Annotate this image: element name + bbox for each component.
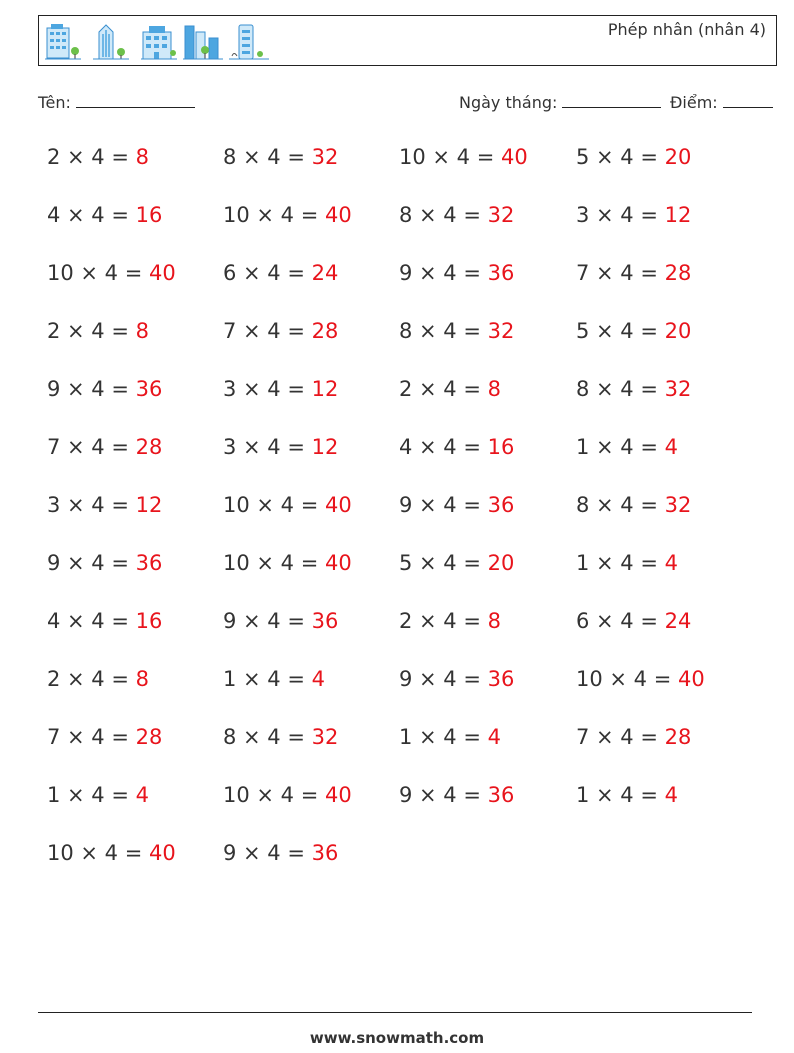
problem-answer: 28 [664,261,692,285]
problem-answer: 32 [487,319,515,343]
problem-question: 9 × 4 = [399,493,481,517]
problem-answer: 8 [135,667,150,691]
problem-item [399,145,528,169]
problem-answer: 40 [149,841,176,865]
problem-answer: 8 [135,319,150,343]
problem-answer: 24 [664,609,692,633]
problem-answer: 28 [664,725,692,749]
problem-answer: 8 [487,377,502,401]
problem-question: 5 × 4 = [576,145,658,169]
problem-question: 8 × 4 = [399,319,481,343]
problem-answer: 32 [487,203,515,227]
problem-answer: 40 [325,203,352,227]
problem-question: 8 × 4 = [223,725,305,749]
problem-item [399,783,514,807]
problem-question: 1 × 4 = [576,551,658,575]
problem-question: 1 × 4 = [576,783,658,807]
problem-item [399,435,514,459]
problem-answer: 4 [487,725,502,749]
problem-question: 10 × 4 = [223,493,319,517]
problem-item [47,725,162,749]
problem-question: 10 × 4 = [576,667,672,691]
problem-answer: 4 [311,667,326,691]
problem-question: 9 × 4 = [399,783,481,807]
problem-item [47,551,162,575]
name-label: Tên: [38,93,71,112]
problem-answer: 4 [664,783,679,807]
problem-answer: 40 [325,493,352,517]
problem-answer: 36 [135,377,163,401]
problem-question: 2 × 4 = [399,377,481,401]
skyscrapers-tree-icon [183,22,223,62]
problem-answer: 12 [135,493,163,517]
problem-item [576,435,678,459]
problem-item [223,725,338,749]
problem-answer: 4 [664,551,679,575]
problem-question: 9 × 4 = [223,841,305,865]
problem-question: 1 × 4 = [47,783,129,807]
problem-item [223,145,338,169]
problem-answer: 12 [664,203,692,227]
problem-answer: 40 [678,667,705,691]
problem-answer: 24 [311,261,339,285]
problem-answer: 8 [487,609,502,633]
problem-question: 2 × 4 = [47,667,129,691]
problem-answer: 28 [311,319,339,343]
header-box [38,15,777,66]
problem-item [47,145,149,169]
problem-item [223,377,338,401]
problem-question: 10 × 4 = [223,551,319,575]
tower-cat-tree-icon [229,22,269,62]
problem-question: 9 × 4 = [47,551,129,575]
problem-item [576,725,691,749]
problem-item [399,551,514,575]
problem-item [47,667,149,691]
problem-question: 3 × 4 = [47,493,129,517]
footer-divider [38,1012,752,1013]
problem-item [47,377,162,401]
problem-item [576,261,691,285]
problem-question: 10 × 4 = [47,261,143,285]
problem-question: 10 × 4 = [47,841,143,865]
problem-question: 9 × 4 = [399,667,481,691]
problem-answer: 4 [135,783,150,807]
problem-answer: 28 [135,435,163,459]
name-blank[interactable] [76,93,195,108]
date-label: Ngày tháng: [459,93,558,112]
problem-item [223,203,352,227]
problem-answer: 40 [325,551,352,575]
tower-tree-icon [93,22,129,62]
name-field [38,93,195,112]
problem-question: 3 × 4 = [576,203,658,227]
problem-answer: 8 [135,145,150,169]
problem-question: 4 × 4 = [47,609,129,633]
problem-item [47,319,149,343]
problem-answer: 36 [487,667,515,691]
problem-answer: 40 [325,783,352,807]
problem-answer: 32 [311,725,339,749]
problem-item [576,551,678,575]
problem-question: 3 × 4 = [223,435,305,459]
problem-item [223,667,325,691]
problem-item [399,667,514,691]
score-label: Điểm: [670,93,718,112]
problem-question: 1 × 4 = [223,667,305,691]
score-field [670,93,773,112]
problem-item [223,783,352,807]
problem-answer: 20 [664,145,692,169]
problem-item [223,319,338,343]
problem-item [399,725,501,749]
problem-answer: 20 [664,319,692,343]
problem-item [47,783,149,807]
problem-question: 7 × 4 = [576,725,658,749]
problem-item [576,667,705,691]
problem-answer: 16 [487,435,515,459]
problem-question: 6 × 4 = [576,609,658,633]
problem-question: 8 × 4 = [223,145,305,169]
problem-item [47,841,176,865]
problem-item [576,319,691,343]
problem-question: 7 × 4 = [47,725,129,749]
building-tree-icon [45,22,81,62]
date-field [459,93,661,112]
problem-question: 4 × 4 = [399,435,481,459]
worksheet-title: Phép nhân (nhân 4) [607,20,766,39]
problem-item [576,377,691,401]
problem-item [576,783,678,807]
problem-answer: 40 [149,261,176,285]
problem-answer: 36 [487,783,515,807]
problem-question: 9 × 4 = [47,377,129,401]
problem-item [399,609,501,633]
problem-answer: 40 [501,145,528,169]
problem-question: 1 × 4 = [399,725,481,749]
problem-answer: 36 [135,551,163,575]
problem-item [223,841,338,865]
date-blank[interactable] [562,93,661,108]
problem-question: 10 × 4 = [223,203,319,227]
problem-question: 5 × 4 = [576,319,658,343]
problem-question: 2 × 4 = [47,145,129,169]
problem-answer: 28 [135,725,163,749]
problem-item [223,609,338,633]
problem-answer: 12 [311,377,339,401]
problem-question: 8 × 4 = [576,377,658,401]
problem-question: 6 × 4 = [223,261,305,285]
problem-question: 8 × 4 = [576,493,658,517]
problem-item [399,377,501,401]
problem-question: 9 × 4 = [399,261,481,285]
problem-question: 8 × 4 = [399,203,481,227]
problem-item [399,493,514,517]
problem-question: 9 × 4 = [223,609,305,633]
problem-question: 7 × 4 = [576,261,658,285]
problem-item [576,145,691,169]
problem-item [223,435,338,459]
problem-question: 10 × 4 = [399,145,495,169]
problem-question: 4 × 4 = [47,203,129,227]
problem-answer: 32 [311,145,339,169]
problem-answer: 16 [135,203,163,227]
problem-item [223,261,338,285]
problem-item [576,609,691,633]
problem-answer: 32 [664,493,692,517]
problem-item [223,551,352,575]
problem-question: 2 × 4 = [399,609,481,633]
problem-question: 1 × 4 = [576,435,658,459]
problem-item [399,319,514,343]
problem-item [399,203,514,227]
problem-answer: 36 [487,493,515,517]
problem-question: 7 × 4 = [47,435,129,459]
footer-website: www.snowmath.com [309,1029,485,1047]
problem-item [223,493,352,517]
problem-item [399,261,514,285]
problem-answer: 16 [135,609,163,633]
problem-answer: 4 [664,435,679,459]
score-blank[interactable] [723,93,773,108]
problem-item [47,435,162,459]
problem-answer: 36 [311,609,339,633]
problem-question: 10 × 4 = [223,783,319,807]
problem-item [576,203,691,227]
problem-answer: 36 [487,261,515,285]
problem-answer: 12 [311,435,339,459]
problem-item [47,493,162,517]
problem-question: 7 × 4 = [223,319,305,343]
problem-answer: 36 [311,841,339,865]
problem-answer: 20 [487,551,515,575]
problem-answer: 32 [664,377,692,401]
problem-item [47,203,162,227]
office-building-tree-icon [141,22,177,62]
problem-item [47,261,176,285]
problem-question: 2 × 4 = [47,319,129,343]
problem-item [576,493,691,517]
problem-question: 3 × 4 = [223,377,305,401]
problem-question: 5 × 4 = [399,551,481,575]
problem-item [47,609,162,633]
